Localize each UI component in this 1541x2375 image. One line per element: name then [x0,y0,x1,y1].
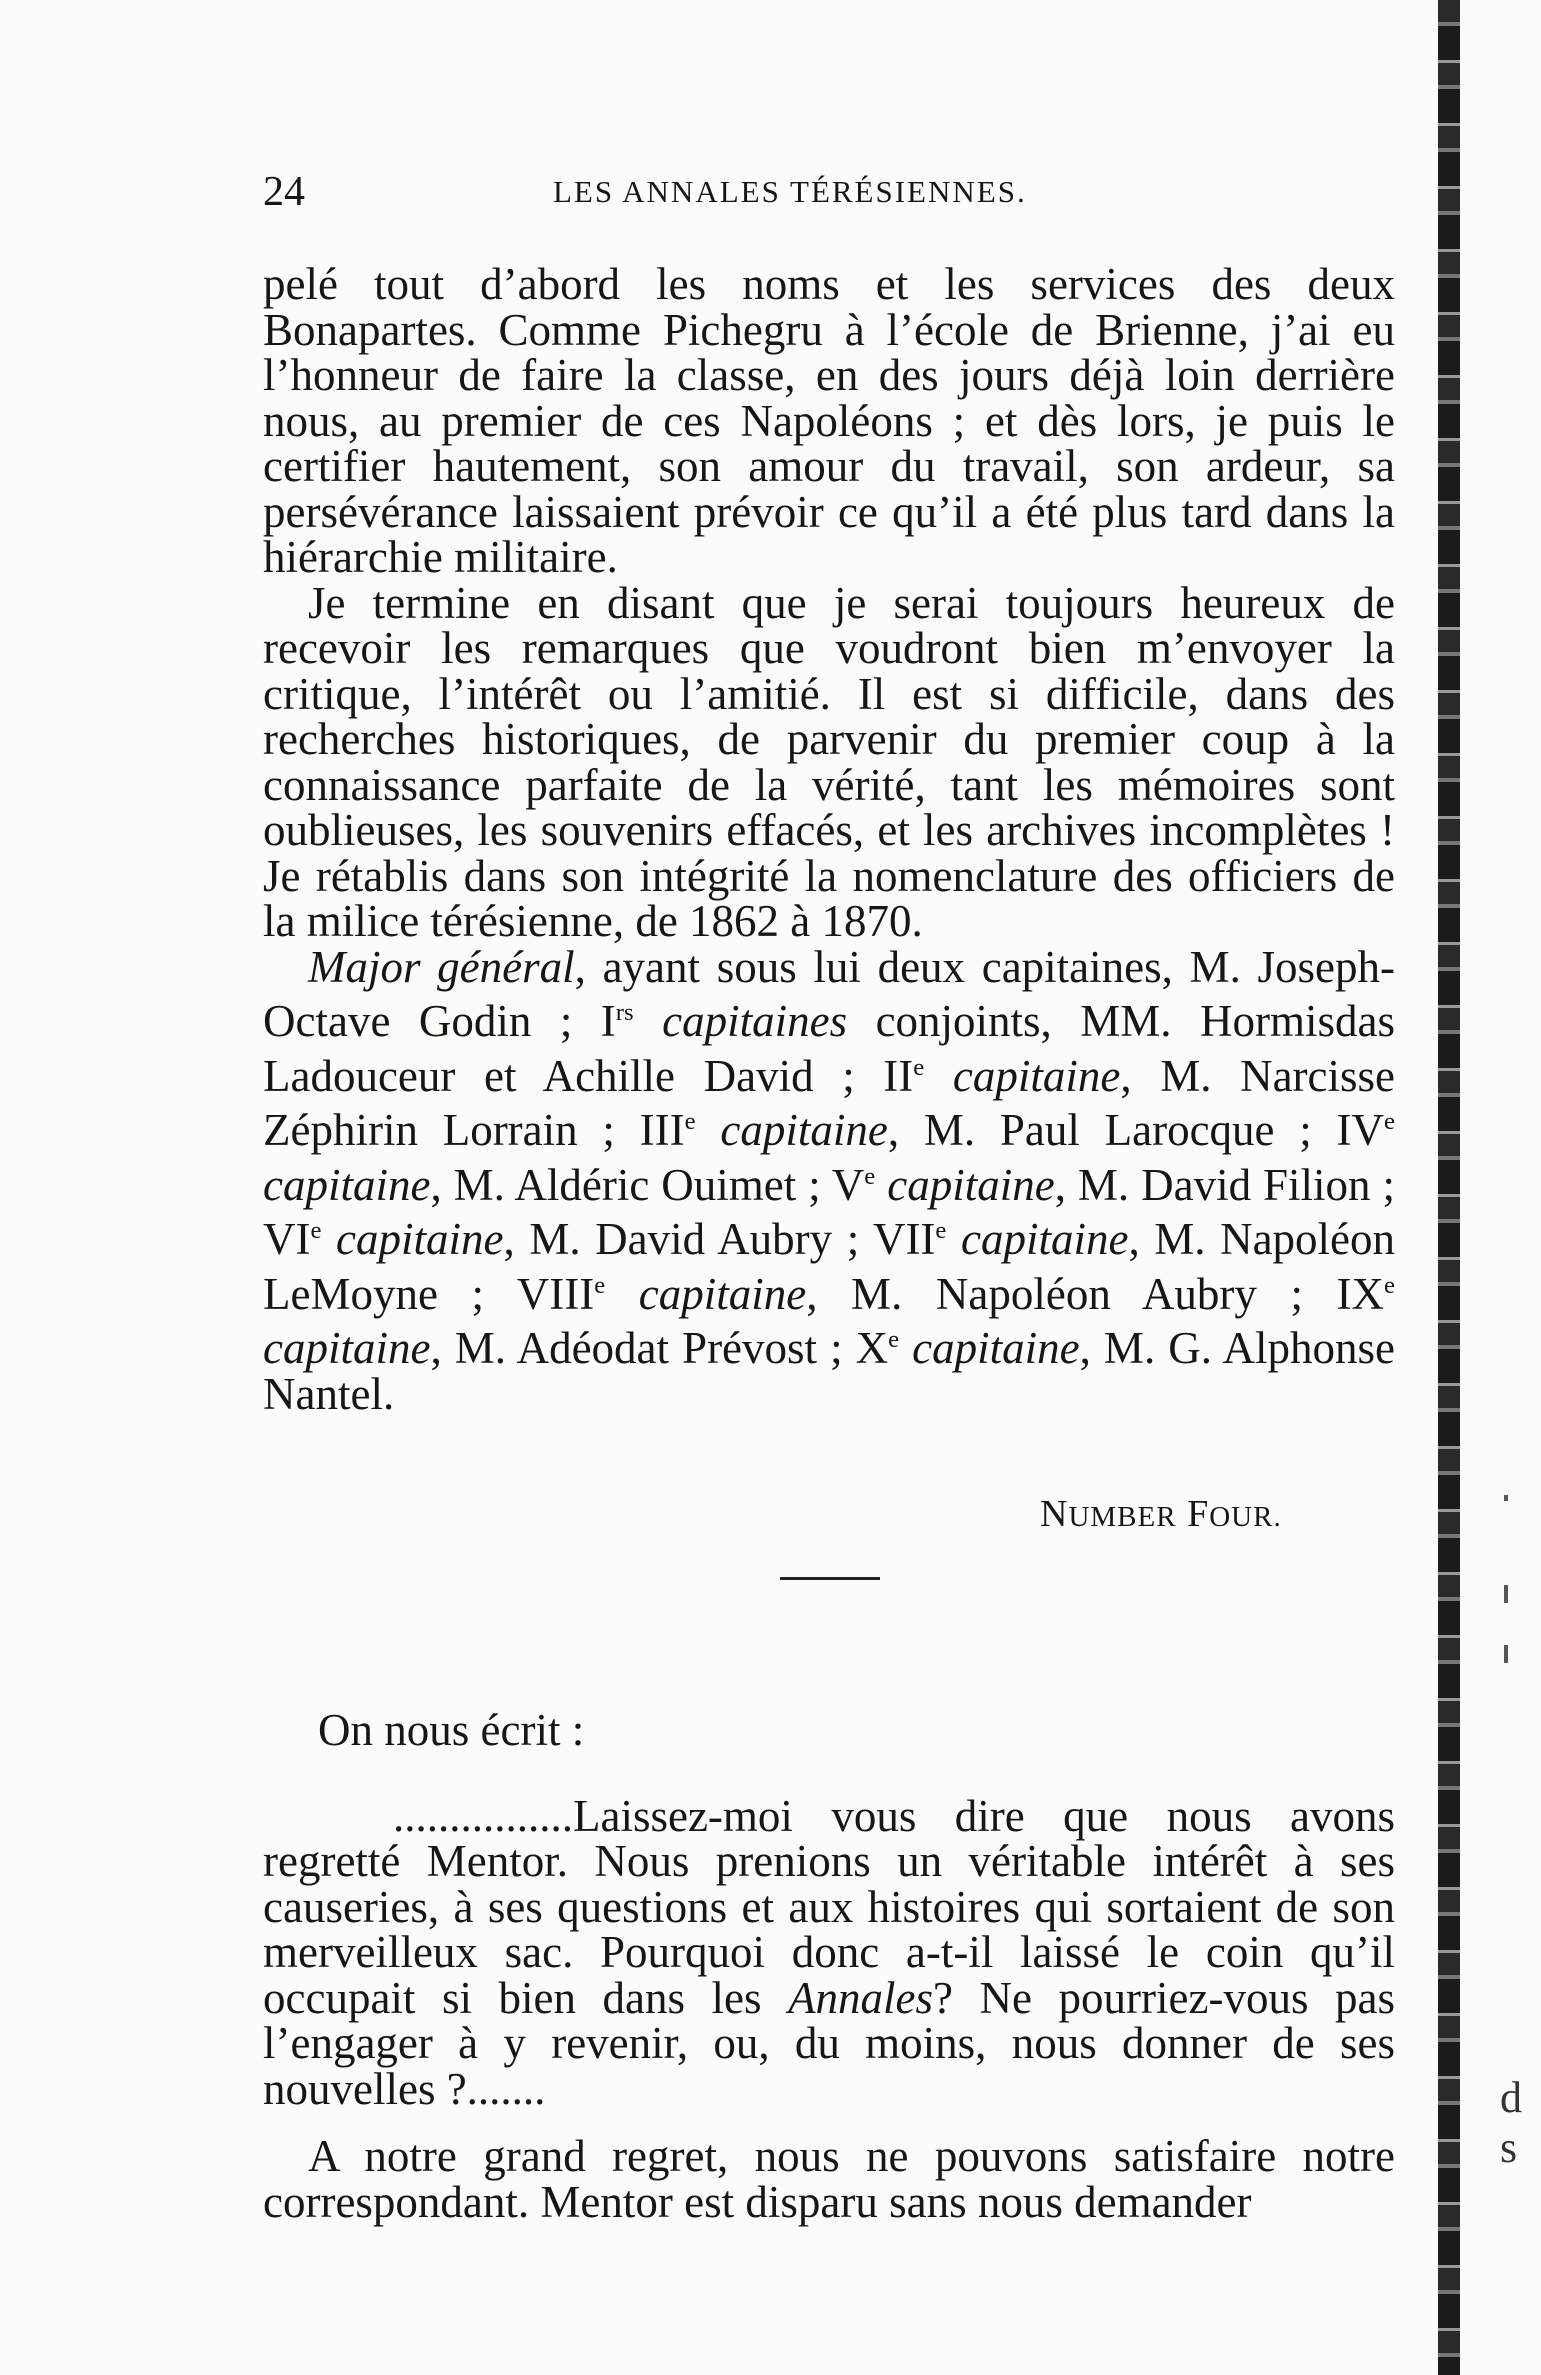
edge-mark [1504,1585,1508,1603]
main-text [263,259,1396,1419]
letter-quote: ................Laissez-moi vous dire que nous avons regretté Mentor. Nous prenions un véritable intérêt à ses causeries, à ses questions et aux histoires qui sortaient de son merveilleux sac. Pourquoi donc a-t-il laissé le coin qu’il occupait si bien dans les Annales? Ne pourriez-vous pas l’engager à y revenir, ou, du moins, nous donner de ses nouvelles ?....... [263,1790,1395,2114]
editor-reply: A notre grand regret, nous ne pouvons satisfaire notre correspondant. Mentor est disparu sans nous demander [263,2131,1395,2227]
section-divider [780,1577,880,1580]
edge-letter: s [1500,2123,1518,2172]
page-header [263,168,1413,220]
page-number: 24 [263,169,305,215]
signature: NUMBER FOUR. [1040,1493,1282,1535]
letter-section [263,1705,1395,2227]
paragraph: pelé tout d’abord les noms et les services des deux Bonapartes. Comme Pichegru à l’école de Brienne, j’ai eu l’honneur de faire la classe, en des jours déjà loin derrière nous, au premier de ces Napoléons ; et dès lors, je puis le certifier hautement, son amour du travail, son ardeur, sa persévérance laissaient prévoir ce qu’il a été plus tard dans la hiérarchie militaire. [263,259,1395,582]
adjacent-page-edge [1438,0,1460,2375]
edge-letter: d [1500,2073,1522,2122]
letter-intro: On nous écrit : [318,1705,585,1755]
edge-mark [1504,1495,1508,1501]
edge-mark [1504,1645,1508,1663]
paragraph: Je termine en disant que je serai toujours heureux de recevoir les remarques que voudront bien m’envoyer la critique, l’intérêt ou l’amitié. Il est si difficile, dans des recherches historiques, de parvenir du premier coup à la connaissance parfaite de la vérité, tant les mémoires sont oublieuses, les souvenirs effacés, et les archives incomplètes ! Je rétablis dans son intégrité la nomenclature des officiers de la milice térésienne, de 1862 à 1870. [263,577,1395,946]
running-title: LES ANNALES TÉRÉSIENNES. [553,174,1027,209]
paragraph: Major général, ayant sous lui deux capitaines, M. Joseph-Octave Godin ; $I^{rs}$ capitaines conjoints, MM. Hormisdas Ladouceur et Achille David ; IIe capitaine, M. Narcisse Zéphirin Lorrain ; IIIe capitaine, M. Paul Larocque ; IVe capitaine, M. Aldéric Ouimet ; Ve capitaine, M. David Filion ; VIe capitaine, M. David Aubry ; VIIe capitaine, M. Napoléon LeMoyne ; VIIIe capitaine, M. Napoléon Aubry ; IXe capitaine, M. Adéodat Prévost ; Xe capitaine, M. G. Alphonse Nantel. [263,941,1396,1419]
